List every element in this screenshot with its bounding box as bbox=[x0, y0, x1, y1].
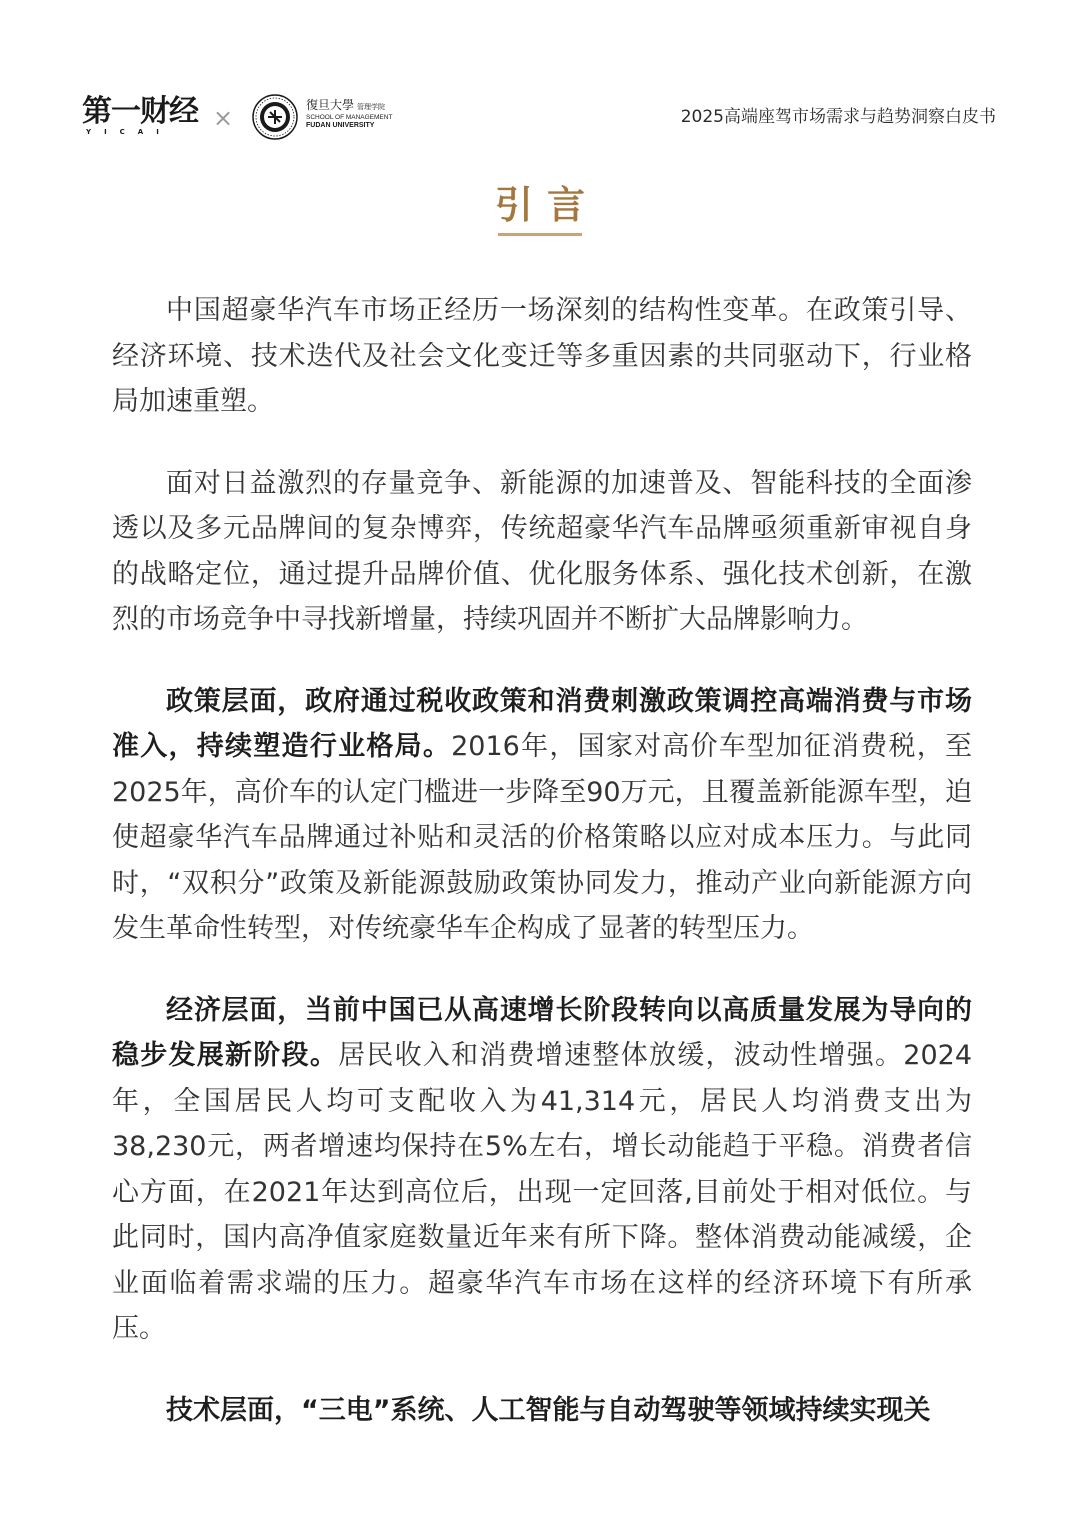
page-header bbox=[0, 0, 1080, 160]
paragraph-text: 居民收入和消费增速整体放缓，波动性增强。2024年，全国居民人均可支配收入为41,314元，居民人均消费支出为38,230元，两者增速均保持在5%左右，增长动能趋于平稳。消费者信心方面，在2021年达到高位后，出现一定回落,目前处于相对低位。与此同时，国内高净值家庭数量近年来有所下降。整体消费动能减缓，企业面临着需求端的压力。超豪华汽车市场在这样的经济环境下有所承压。 bbox=[112, 1040, 973, 1344]
fudan-name-cn: 復旦大學 bbox=[306, 98, 355, 112]
paragraph-bold-lead: 经济层面，当前中国已从高速增长阶段转向以高质量发展为导向的稳步发展新阶段。 bbox=[112, 994, 972, 1071]
paragraph bbox=[112, 1388, 972, 1434]
paragraph bbox=[112, 679, 972, 952]
paragraph bbox=[112, 988, 972, 1352]
fudan-logo-text bbox=[306, 98, 416, 130]
document-title: 2025高端座驾市场需求与趋势洞察白皮书 bbox=[680, 107, 996, 127]
section-heading-underline bbox=[498, 233, 582, 236]
paragraph-text: 面对日益激烈的存量竞争、新能源的加速普及、智能科技的全面渗透以及多元品牌间的复杂博弈，传统超豪华汽车品牌亟须重新审视自身的战略定位，通过提升品牌价值、优化服务体系、强化技术创新，在激烈的市场竞争中寻找新增量，持续巩固并不断扩大品牌影响力。 bbox=[112, 467, 972, 635]
paragraph bbox=[112, 288, 972, 425]
paragraph-text: 2016年，国家对高价车型加征消费税，至2025年，高价车的认定门槛进一步降至90万元，且覆盖新能源车型，迫使超豪华汽车品牌通过补贴和灵活的价格策略以应对成本压力。与此同时，“双积分”政策及新能源鼓励政策协同发力，推动产业向新能源方向发生革命性转型，对传统豪华车企构成了显著的转型压力。 bbox=[112, 731, 972, 944]
fudan-seal-logo bbox=[252, 94, 298, 140]
body-content bbox=[112, 288, 972, 1469]
paragraph-bold-lead: 政策层面，政府通过税收政策和消费刺激政策调控高端消费与市场准入，持续塑造行业格局。 bbox=[112, 685, 972, 762]
section-heading-text: 引言 bbox=[494, 183, 599, 227]
paragraph-bold-lead: 技术层面，“三电”系统、人工智能与自动驾驶等领域持续实现关 bbox=[166, 1394, 931, 1426]
section-heading bbox=[0, 182, 1080, 228]
fudan-school-cn: 管理学院 bbox=[357, 103, 386, 111]
fudan-name-en: FUDAN UNIVERSITY bbox=[306, 122, 375, 129]
paragraph bbox=[112, 461, 972, 643]
yicai-logo-sub: YICAI bbox=[86, 128, 172, 136]
fudan-school-en: SCHOOL OF MANAGEMENT bbox=[306, 114, 393, 121]
yicai-logo-text: 第一财经 bbox=[82, 94, 198, 129]
times-icon: × bbox=[213, 104, 234, 132]
yicai-logo bbox=[82, 96, 200, 140]
paragraph-text: 中国超豪华汽车市场正经历一场深刻的结构性变革。在政策引导、经济环境、技术迭代及社会文化变迁等多重因素的共同驱动下，行业格局加速重塑。 bbox=[112, 295, 972, 417]
